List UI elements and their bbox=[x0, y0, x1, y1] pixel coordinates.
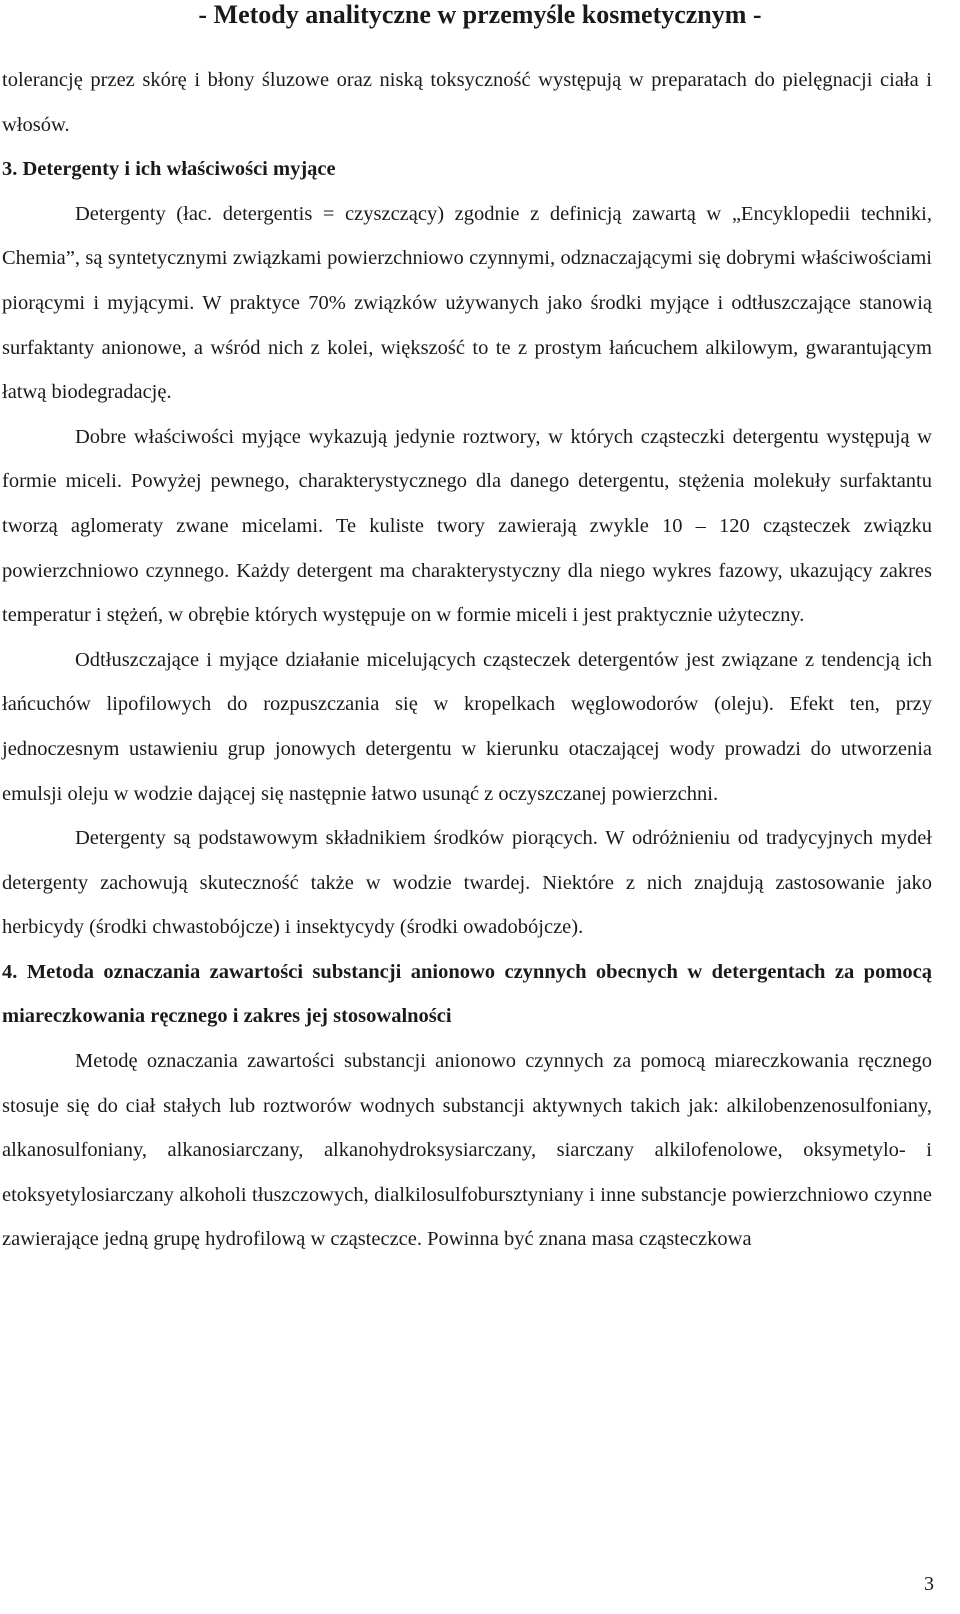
paragraph-detergent-uses: Detergenty są podstawowym składnikiem środków piorących. W odróżnieniu od tradycyjnych mydeł detergenty zachowują skuteczność także w wodzie twardej. Niektóre z nich znajdują zastosowanie jako herbicydy (środki chwastobójcze) i insektycydy (środki owadobójcze). bbox=[2, 827, 932, 939]
section-heading-3: 3. Detergenty i ich właściwości myjące bbox=[2, 158, 336, 181]
paragraph-degreasing-action: Odtłuszczające i myjące działanie micelujących cząsteczek detergentów jest związane z tendencją ich łańcuchów lipofilowych do rozpuszczania się w kropelkach węglowodorów (oleju). Efekt ten, przy jednoczesnym ustawieniu grup jonowych detergentu w kierunku otaczającej wody prowadzi do utworzenia emulsji oleju w wodzie dającej się następnie łatwo usunąć z oczyszczanej powierzchni. bbox=[2, 648, 932, 805]
section-heading-4: 4. Metoda oznaczania zawartości substancji anionowo czynnych obecnych w detergentach za pomocą miareczkowania ręcznego i zakres jej stosowalności bbox=[2, 960, 932, 1028]
paragraph-continuation: tolerancję przez skórę i błony śluzowe oraz niską toksyczność występują w preparatach do pielęgnacji ciała i włosów. bbox=[2, 69, 932, 136]
document-body bbox=[2, 58, 932, 1262]
paragraph-micelles: Dobre właściwości myjące wykazują jedynie roztwory, w których cząsteczki detergentu występują w formie miceli. Powyżej pewnego, charakterystycznego dla danego detergentu, stężenia molekuły surfaktantu tworzą aglomeraty zwane micelami. Te kuliste twory zawierają zwykle 10 – 120 cząsteczek związku powierzchniowo czynnego. Każdy detergent ma charakterystyczny dla niego wykres fazowy, ukazujący zakres temperatur i stężeń, w obrębie których występuje on w formie miceli i jest praktycznie użyteczny. bbox=[2, 425, 932, 627]
paragraph-titration-method: Metodę oznaczania zawartości substancji anionowo czynnych za pomocą miareczkowania ręcznego stosuje się do ciał stałych lub roztworów wodnych substancji aktywnych takich jak: alkilobenzenosulfoniany, alkanosulfoniany, alkanosiarczany, alkanohydroksysiarczany, siarczany alkilofenolowe, oksymetylo- i etoksyetylosiarczany alkoholi tłuszczowych, dialkilosulfobursztyniany i inne substancje powierzchniowo czynne zawierające jedną grupę hydrofilową w cząsteczce. Powinna być znana masa cząsteczkowa bbox=[2, 1050, 932, 1251]
page-header: - Metody analityczne w przemyśle kosmetycznym - bbox=[198, 0, 762, 29]
paragraph-detergents-definition: Detergenty (łac. detergentis = czyszczący) zgodnie z definicją zawartą w „Encyklopedii techniki, Chemia”, są syntetycznymi związkami powierzchniowo czynnymi, odznaczającymi się dobrymi właściwościami piorącymi i myjącymi. W praktyce 70% związków używanych jako środki myjące i odtłuszczające stanowią surfaktanty anionowe, a wśród nich z kolei, większość to te z prostym łańcuchem alkilowym, gwarantującym łatwą biodegradację. bbox=[2, 202, 932, 404]
page-number: 3 bbox=[924, 1573, 934, 1595]
